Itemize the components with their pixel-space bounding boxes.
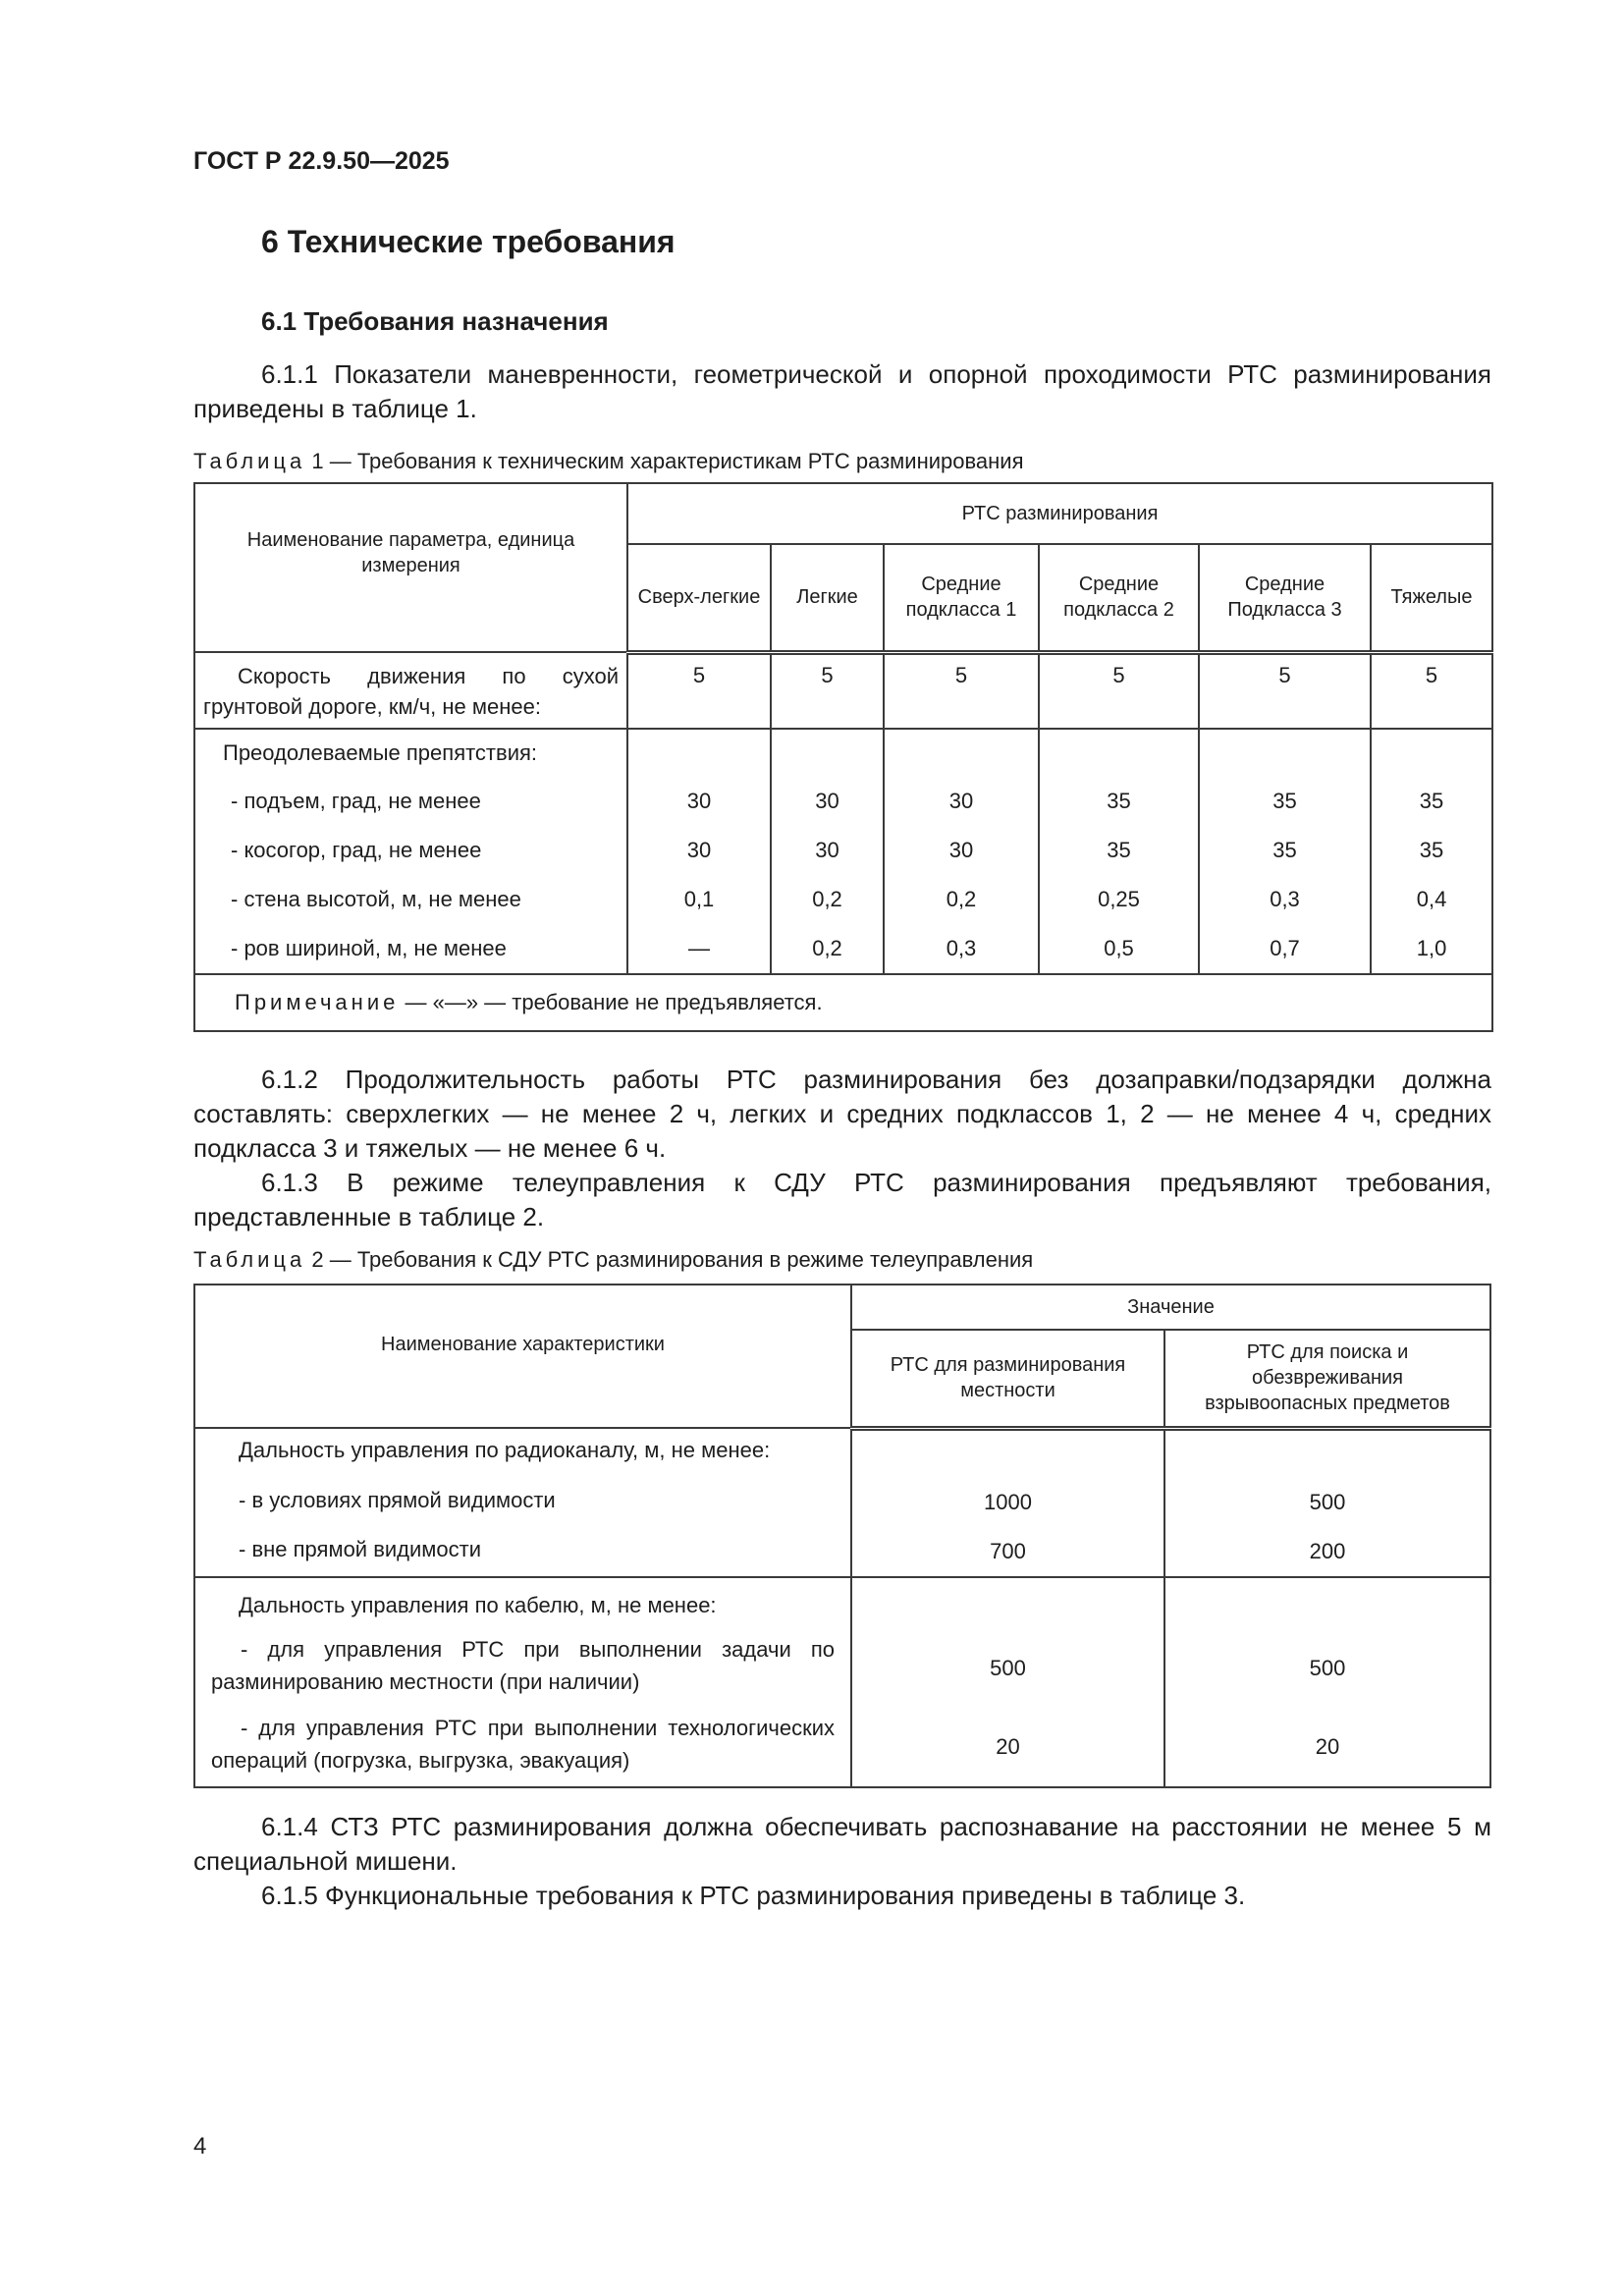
- table1-cell: 30: [686, 838, 712, 862]
- table2-col1-header: РТС для разминирования местности: [851, 1330, 1164, 1428]
- table1-col-header: Средние Подкласса 3: [1199, 544, 1371, 652]
- table1-note-text: — «—» — требование не предъявляется.: [405, 990, 823, 1014]
- table1-cell: 30: [686, 789, 712, 813]
- table2-radio-col2: [1164, 1428, 1490, 1577]
- table1-obstacles-col: [627, 729, 771, 974]
- table1-cell: 0,3: [1270, 887, 1300, 911]
- table2-cell: 700: [990, 1538, 1026, 1563]
- table1-obstacles-col: [1199, 729, 1371, 974]
- table1-cell: 1,0: [1416, 936, 1447, 960]
- table1-col-header: Тяжелые: [1371, 544, 1492, 652]
- table1-row-label: - стена высотой, м, не менее: [231, 887, 521, 911]
- table1-obstacles-col: [884, 729, 1039, 974]
- table1-param-header: Наименование параметра, единица измерения: [194, 483, 627, 652]
- table1-cell: 0,3: [946, 936, 977, 960]
- table2-row-label: - вне прямой видимости: [239, 1537, 482, 1561]
- table1: [193, 482, 1493, 1032]
- paragraph-6-1-4: 6.1.4 СТЗ РТС разминирования должна обеспечивать распознавание на расстоянии не менее 5 м специальной мишени.: [193, 1812, 1491, 1876]
- table1-cell: 35: [1272, 789, 1297, 813]
- table1-cell: 0,4: [1416, 887, 1447, 911]
- table1-cell: 0,5: [1104, 936, 1134, 960]
- table1-obstacles-labels: [194, 729, 627, 974]
- paragraph-6-1-2: 6.1.2 Продолжительность работы РТС разминирования без дозаправки/подзарядки должна составлять: сверхлегких — не менее 2 ч, легких и средних подклассов 1, 2 — не менее 4 ч, средних подкласса 3 и тяжелых — не менее 6 ч.: [193, 1065, 1491, 1163]
- table1-note: [194, 974, 1492, 1031]
- page-number: 4: [193, 2133, 207, 2159]
- table1-cell: 5: [1199, 652, 1371, 729]
- table1-col-header: Легкие: [771, 544, 884, 652]
- table1-cell: 30: [948, 789, 974, 813]
- table1-speed-label: Скорость движения по сухой грунтовой дороге, км/ч, не менее:: [194, 652, 627, 729]
- table2-cable-labels: [194, 1577, 851, 1787]
- table1-cell: 0,2: [946, 887, 977, 911]
- section-title: 6 Технические требования: [261, 224, 676, 259]
- subsection-title: 6.1 Требования назначения: [261, 306, 609, 336]
- table2-cell: 1000: [984, 1489, 1032, 1514]
- table1-col-header: Средние подкласса 2: [1039, 544, 1199, 652]
- table2-row-label: - для управления РТС при выполнении технологических операций (погрузка, выгрузка, эвакуация): [211, 1715, 835, 1773]
- table1-cell: 0,25: [1098, 887, 1140, 911]
- table2-cell: 20: [1315, 1733, 1340, 1759]
- paragraph-6-1-5: 6.1.5 Функциональные требования к РТС разминирования приведены в таблице 3.: [261, 1881, 1246, 1910]
- table1-col-header: Сверх-легкие: [627, 544, 771, 652]
- table1-cell: 5: [627, 652, 771, 729]
- table1-cell: 0,2: [812, 887, 842, 911]
- table1-cell: —: [688, 936, 710, 960]
- table1-cell: 35: [1272, 838, 1297, 862]
- table1-cell: 30: [815, 838, 839, 862]
- table2-char-header: Наименование характеристики: [194, 1285, 851, 1428]
- table2-radio-title: Дальность управления по радиоканалу, м, не менее:: [239, 1438, 771, 1462]
- table1-row-label: - косогор, град, не менее: [231, 838, 482, 862]
- table1-cell: 0,1: [683, 887, 715, 911]
- table1-caption: [193, 449, 1024, 474]
- paragraph-6-1-1: 6.1.1 Показатели маневренности, геометрической и опорной проходимости РТС разминирования приведены в таблице 1.: [193, 359, 1491, 423]
- table1-cell: 5: [1039, 652, 1199, 729]
- table1-cell: 35: [1107, 789, 1131, 813]
- table1-cell: 35: [1107, 838, 1131, 862]
- table2-cell: 500: [1309, 1655, 1346, 1680]
- table1-row-label: - ров шириной, м, не менее: [231, 936, 507, 960]
- table2-col2-header: РТС для поиска и обезвреживания взрывоопасных предметов: [1164, 1330, 1490, 1428]
- table1-caption-word: Таблица: [193, 449, 306, 473]
- table2-cable-title: Дальность управления по кабелю, м, не менее:: [239, 1592, 717, 1617]
- table2-cable-col1: [851, 1577, 1164, 1787]
- table1-cell: 0,2: [812, 936, 842, 960]
- table1-obstacles-col: [771, 729, 884, 974]
- table2-cable-col2: [1164, 1577, 1490, 1787]
- table1-row-label: - подъем, град, не менее: [231, 789, 481, 813]
- table1-col-header: Средние подкласса 1: [884, 544, 1039, 652]
- table1-cell: 30: [815, 789, 839, 813]
- table2-row-label: - в условиях прямой видимости: [239, 1488, 556, 1512]
- table2-caption-word: Таблица: [193, 1247, 306, 1272]
- table2-caption-text: 2 — Требования к СДУ РТС разминирования в режиме телеуправления: [311, 1247, 1034, 1272]
- table2-cell: 500: [1309, 1489, 1346, 1514]
- table1-cell: 5: [884, 652, 1039, 729]
- document-code: ГОСТ Р 22.9.50—2025: [193, 147, 450, 175]
- table2-caption: [193, 1247, 1033, 1273]
- table1-cell: 5: [1371, 652, 1492, 729]
- table2-row-label: - для управления РТС при выполнении задачи по разминированию местности (при наличии): [211, 1636, 835, 1694]
- table2-value-header: Значение: [851, 1285, 1490, 1330]
- table1-obstacles-title: Преодолеваемые препятствия:: [223, 740, 538, 765]
- table2-cell: 500: [990, 1655, 1026, 1680]
- paragraph-6-1-3: 6.1.3 В режиме телеуправления к СДУ РТС разминирования предъявляют требования, представленные в таблице 2.: [193, 1168, 1491, 1231]
- table1-obstacles-col: [1039, 729, 1199, 974]
- table1-cell: 5: [771, 652, 884, 729]
- table2-radio-col1: [851, 1428, 1164, 1577]
- table2-cell: 20: [996, 1733, 1020, 1759]
- table1-cell: 35: [1419, 789, 1444, 813]
- table2-radio-labels: [194, 1428, 851, 1577]
- table2-cell: 200: [1309, 1538, 1346, 1563]
- table1-cell: 35: [1419, 838, 1444, 862]
- table1-caption-text: 1 — Требования к техническим характеристикам РТС разминирования: [311, 449, 1024, 473]
- table1-obstacles-col: [1371, 729, 1492, 974]
- table1-cell: 0,7: [1270, 936, 1300, 960]
- table1-group-header: РТС разминирования: [627, 483, 1492, 544]
- table2: [193, 1284, 1491, 1788]
- table1-note-word: Примечание: [235, 990, 400, 1014]
- table1-cell: 30: [948, 838, 974, 862]
